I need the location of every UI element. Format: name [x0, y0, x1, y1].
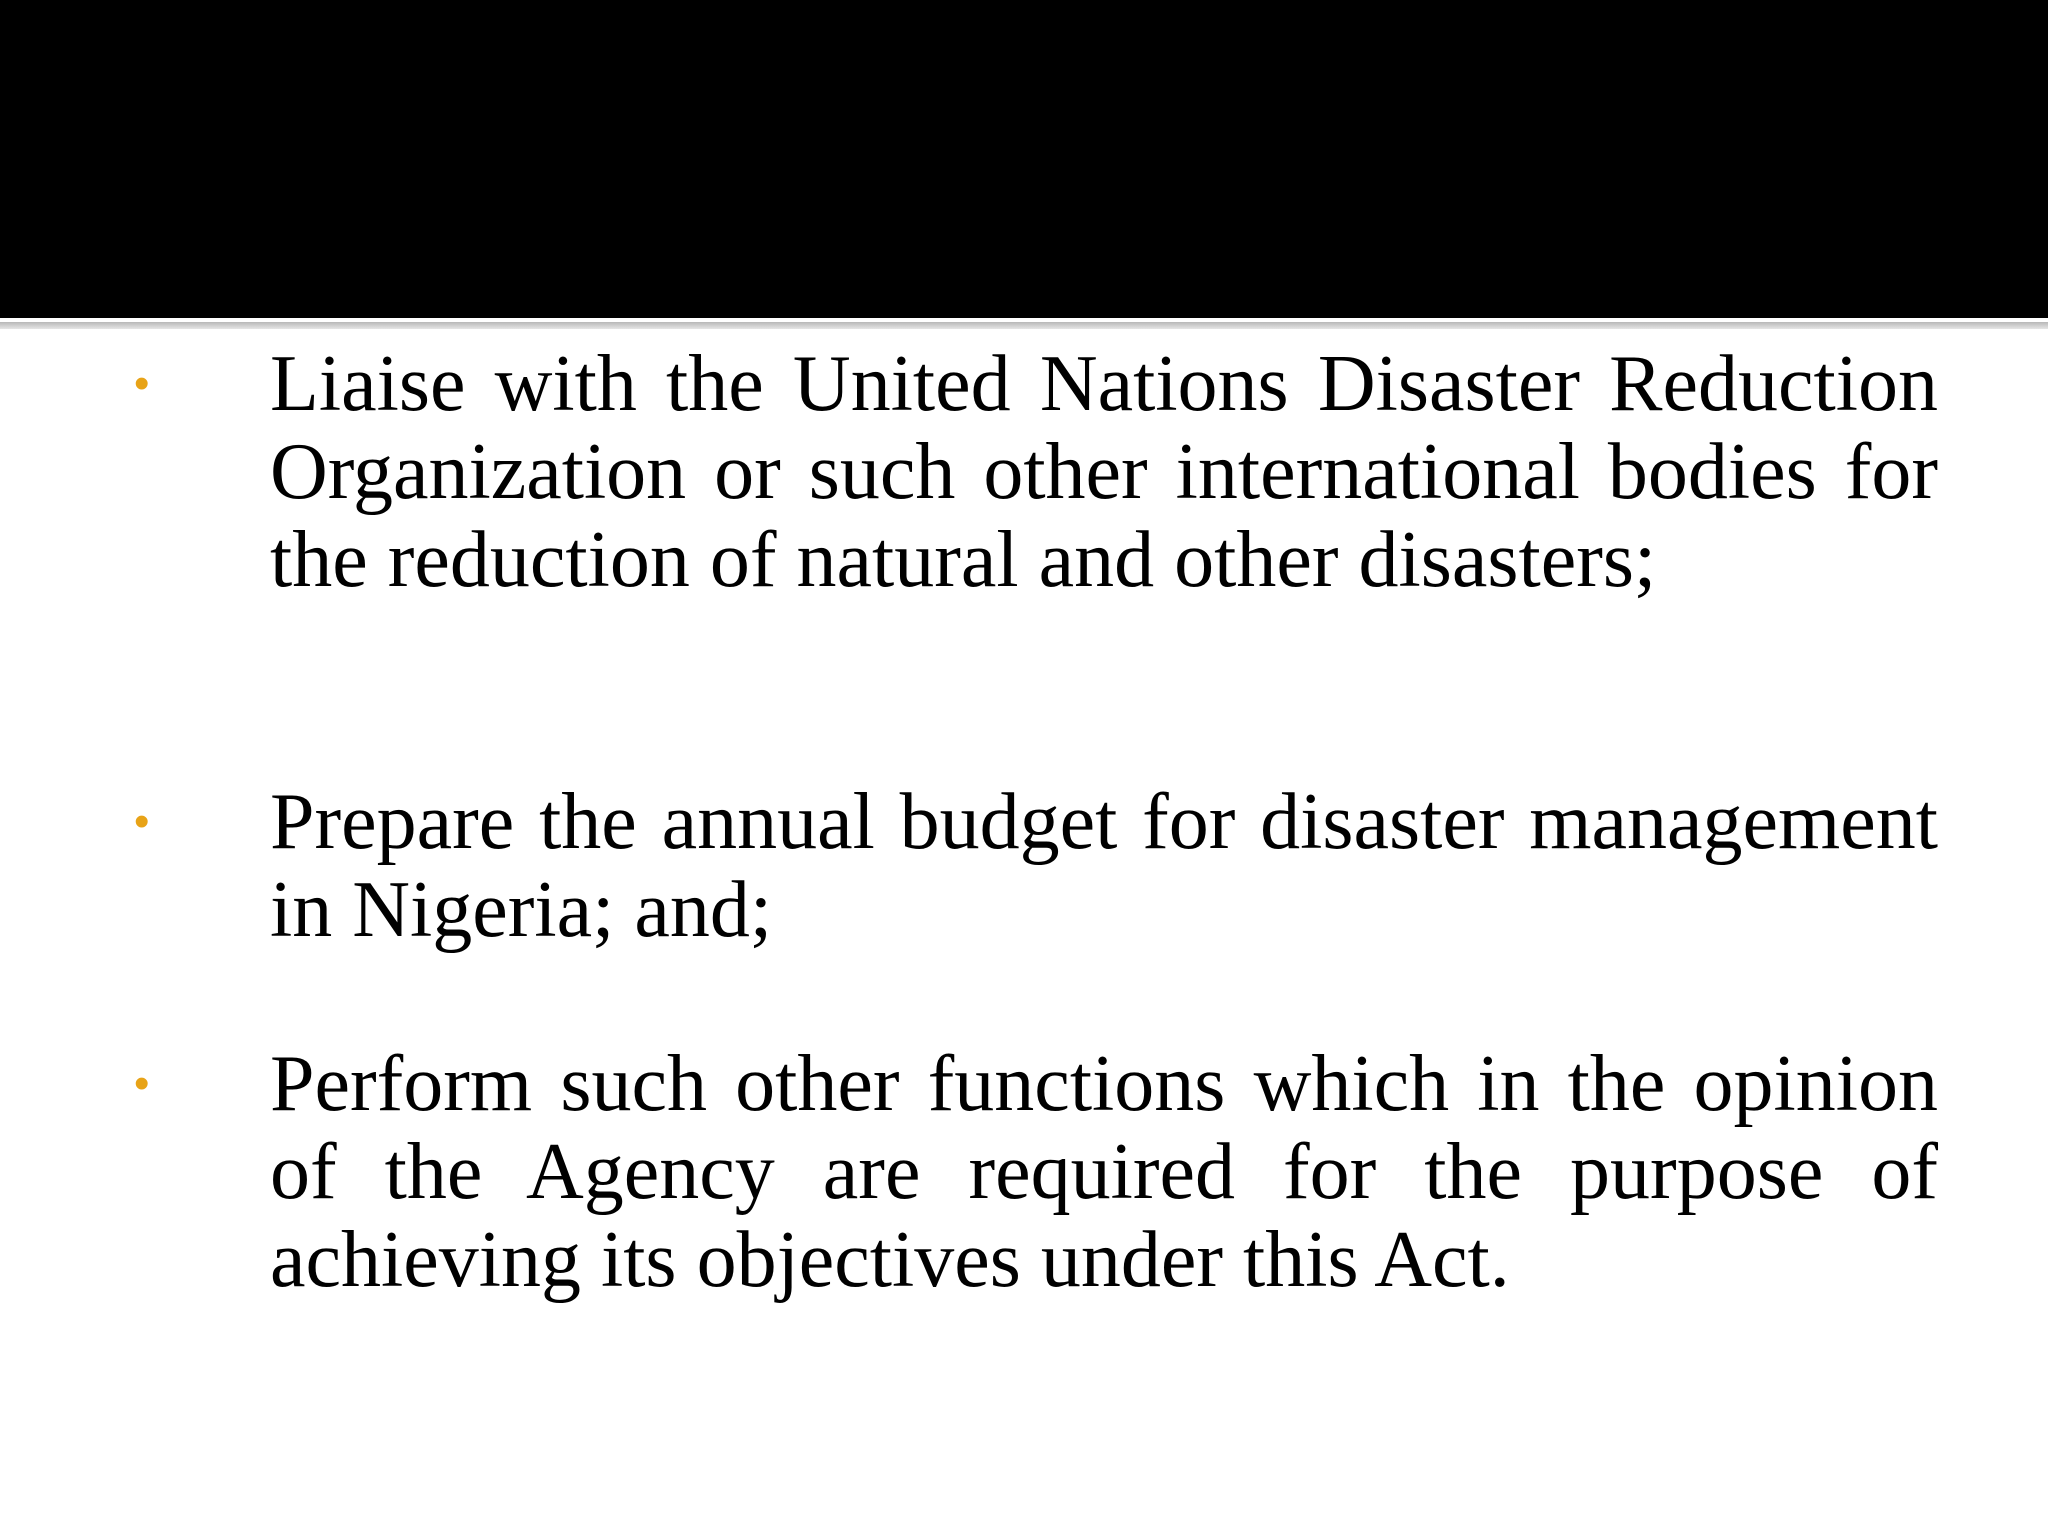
- bullet-marker-icon: •: [134, 1059, 150, 1108]
- title-divider: [0, 322, 2048, 329]
- bullet-text: Liaise with the United Nations Disaster Reduction Organization or such other international bodies for the reduction of natural and other disasters;: [270, 340, 1938, 604]
- bullet-marker-icon: •: [134, 797, 150, 846]
- bullet-text: Prepare the annual budget for disaster management in Nigeria; and;: [270, 778, 1938, 954]
- bullet-text: Perform such other functions which in the opinion of the Agency are required for the purpose of achieving its objectives under this Act.: [270, 1040, 1938, 1304]
- bullet-marker-icon: •: [134, 359, 150, 408]
- title-bar: [0, 0, 2048, 318]
